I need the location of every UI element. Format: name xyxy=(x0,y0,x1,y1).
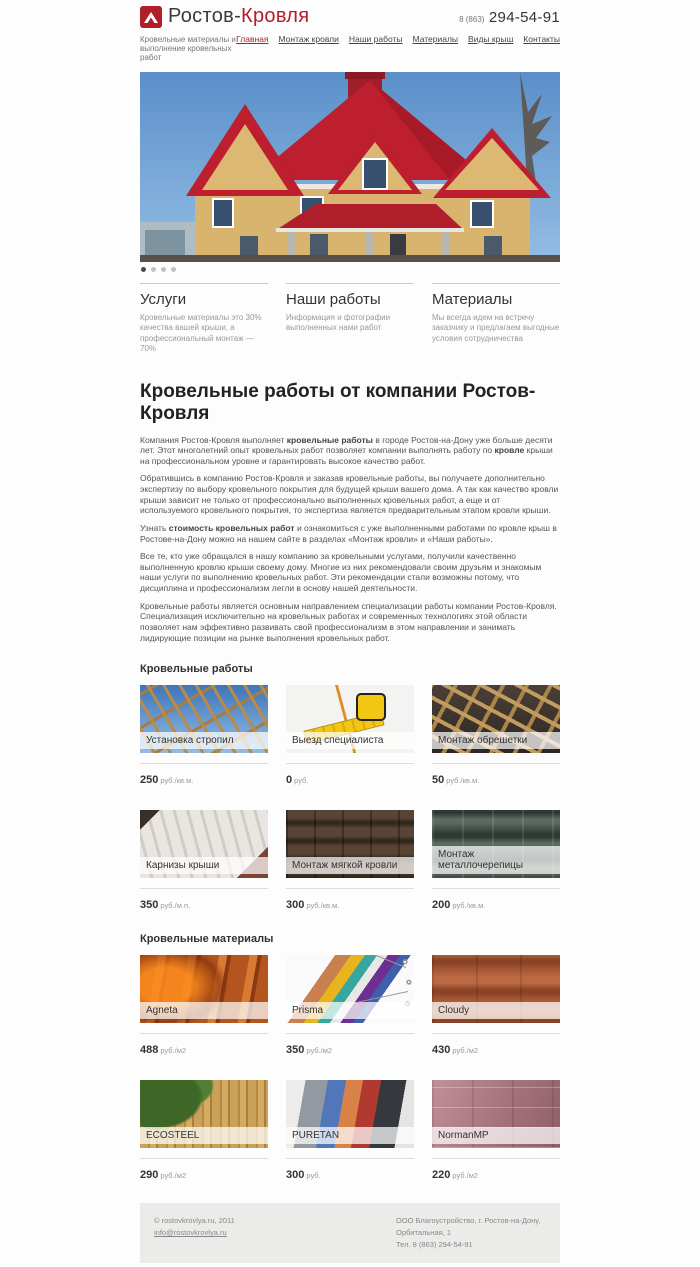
material-card-cloudy[interactable] xyxy=(432,955,560,1058)
header-phone xyxy=(459,9,560,27)
intro-paragraph: Все те, кто уже обращался в нашу компанию за кровельными услугами, получили качественно выполненную кровлю крыши своему дому. Многие из них рекомендовали своим друзьям и знакомым наши услуги по выполнению кровельных работ. Эти рекомендации стали возможны потому, что дисциплина и профессионализм легли в основу нашей деятельности. xyxy=(140,551,542,594)
footer-address: ООО Благоустройство, г. Ростов-на-Дону, Орбитальная, 1 xyxy=(396,1216,541,1238)
service-image[interactable] xyxy=(140,685,268,753)
nav-vidy-krysh[interactable]: Виды крыш xyxy=(468,34,514,44)
service-price: 350 руб./м.п. xyxy=(140,899,191,912)
slider-dot-1[interactable] xyxy=(141,267,146,272)
card-divider xyxy=(286,888,414,889)
feature-materialy xyxy=(432,283,560,355)
service-price: 200 руб./кв.м. xyxy=(432,899,486,912)
card-divider xyxy=(140,1158,268,1159)
site-title-dark: Ростов- xyxy=(168,5,242,27)
hero-slider-image xyxy=(140,72,560,262)
material-title[interactable]: NormanMP xyxy=(432,1127,560,1144)
service-price: 0 руб. xyxy=(286,774,309,787)
feature-title: Услуги xyxy=(140,291,187,308)
service-image[interactable] xyxy=(432,685,560,753)
services-heading: Кровельные работы xyxy=(140,663,253,676)
service-title[interactable]: Монтаж мягкой кровли xyxy=(286,857,414,874)
materials-grid xyxy=(140,955,560,1183)
service-title[interactable]: Карнизы крыши xyxy=(140,857,268,874)
card-divider xyxy=(140,888,268,889)
card-divider xyxy=(140,763,268,764)
nav-kontakty[interactable]: Контакты xyxy=(523,34,560,44)
material-card-normanmp[interactable] xyxy=(432,1080,560,1183)
card-divider xyxy=(286,763,414,764)
service-card-ustanovka-stropil[interactable] xyxy=(140,685,268,788)
material-image[interactable] xyxy=(286,1080,414,1148)
material-price: 488 руб./м2 xyxy=(140,1044,187,1057)
footer xyxy=(140,1203,560,1263)
feature-title: Наши работы xyxy=(286,291,381,308)
header xyxy=(140,5,560,28)
slider-dot-2[interactable] xyxy=(151,267,156,272)
site-title-red: Кровля xyxy=(241,5,310,27)
footer-copyright: © rostovkrovlya.ru, 2011 xyxy=(154,1216,235,1226)
material-card-agneta[interactable] xyxy=(140,955,268,1058)
service-title[interactable]: Монтаж обрешетки xyxy=(432,732,560,749)
material-price: 220 руб./м2 xyxy=(432,1169,479,1182)
service-image[interactable] xyxy=(286,685,414,753)
footer-email-link[interactable]: info@rostovkrovlya.ru xyxy=(154,1228,227,1238)
logo[interactable] xyxy=(140,5,309,28)
service-price: 250 руб./кв.м. xyxy=(140,774,194,787)
material-title[interactable]: Prisma xyxy=(286,1002,414,1019)
material-title[interactable]: Agneta xyxy=(140,1002,268,1019)
material-image[interactable] xyxy=(140,1080,268,1148)
phone-number: 294-54-91 xyxy=(488,9,560,26)
header-row2 xyxy=(140,34,560,62)
feature-text: Мы всегда идем на встречу заказчику и предлагаем выгодные условия сотрудничества xyxy=(432,313,560,343)
card-divider xyxy=(286,1033,414,1034)
service-card-karnizy-kryshi[interactable] xyxy=(140,810,268,913)
material-price: 430 руб./м2 xyxy=(432,1044,479,1057)
card-divider xyxy=(140,1033,268,1034)
nav-nashi-raboty[interactable]: Наши работы xyxy=(348,34,403,44)
nav-materialy[interactable]: Материалы xyxy=(412,34,459,44)
nav-glavnaya[interactable]: Главная xyxy=(236,34,269,44)
intro-text xyxy=(140,435,560,644)
service-card-vyezd-specialista[interactable] xyxy=(286,685,414,788)
card-divider xyxy=(432,1033,560,1034)
site-title xyxy=(168,5,309,28)
card-divider xyxy=(432,888,560,889)
material-price: 300 руб. xyxy=(286,1169,321,1182)
intro-paragraph: Кровельные работы является основным направлением специализации работы компании Ростов-Кровля. Специализация исключительно на кровельных работах и современных технологиях этой области позволяет нам эффективно развивать свой профессионализм в этом направлении и занимать лидирующие позиции на рынке выполнения кровельных работ. xyxy=(140,600,557,643)
page xyxy=(140,0,560,1263)
service-image[interactable] xyxy=(140,810,268,878)
material-title[interactable]: ECOSTEEL xyxy=(140,1127,268,1144)
material-image[interactable] xyxy=(140,955,268,1023)
service-title[interactable]: Установка стропил xyxy=(140,732,268,749)
material-title[interactable]: PURETAN xyxy=(286,1127,414,1144)
footer-phone: Тел. 8 (863) 294-54-91 xyxy=(396,1240,473,1250)
services-grid xyxy=(140,685,560,913)
service-card-montazh-obreshetki[interactable] xyxy=(432,685,560,788)
roof-logo-icon xyxy=(140,6,162,28)
main-nav xyxy=(236,34,560,44)
service-title[interactable]: Выезд специалиста xyxy=(286,732,414,749)
tagline: Кровельные материалы и выполнение кровельных работ xyxy=(140,35,236,62)
materials-heading: Кровельные материалы xyxy=(140,933,274,946)
footer-left xyxy=(154,1215,235,1251)
material-card-ecosteel[interactable] xyxy=(140,1080,268,1183)
material-image[interactable] xyxy=(432,955,560,1023)
service-card-metallocherepitsa[interactable] xyxy=(432,810,560,913)
phone-prefix: 8 (863) xyxy=(459,15,485,24)
feature-title: Материалы xyxy=(432,291,513,308)
card-divider xyxy=(286,1158,414,1159)
feature-uslugi xyxy=(140,283,268,355)
service-card-myagkaya-krovlya[interactable] xyxy=(286,810,414,913)
intro-paragraph: Обратившись в компанию Ростов-Кровля и заказав кровельные работы, вы получаете дополнительно экспертизу по выбору кровельного покрытия для будущей крыши вашего дома. А так как качество кровли крыши зависит не только от профессионально выполненных кровельных работ, а еще и от используемого кровельного покрытия, то экспертиза является предварительным этапом кровли крыши. xyxy=(140,473,559,516)
footer-right xyxy=(396,1215,546,1251)
nav-montazh-krovli[interactable]: Монтаж кровли xyxy=(278,34,339,44)
service-price: 300 руб./кв.м. xyxy=(286,899,340,912)
material-card-puretan[interactable] xyxy=(286,1080,414,1183)
service-title[interactable]: Монтаж металлочерепицы xyxy=(432,846,560,874)
intro-paragraph: Узнать стоимость кровельных работ и ознакомиться с уже выполненными работами по кровле крыш в Ростове-на-Дону можно на нашем сайте в разделах «Монтаж кровли» и «Наши работы». xyxy=(140,522,557,544)
card-divider xyxy=(432,763,560,764)
intro-paragraph: Компания Ростов-Кровля выполняет кровельные работы в городе Ростов-на-Дону уже больше десяти лет. Этот многолетний опыт кровельных работ позволяет компании выполнять работу по кровле крыши на профессиональном уровне и гарантировать высокое качество работ. xyxy=(140,434,553,466)
material-image[interactable] xyxy=(432,1080,560,1148)
slider-dot-4[interactable] xyxy=(171,267,176,272)
slider-dot-3[interactable] xyxy=(161,267,166,272)
material-title[interactable]: Cloudy xyxy=(432,1002,560,1019)
slider-pagination xyxy=(140,262,560,277)
service-price: 50 руб./кв.м. xyxy=(432,774,480,787)
service-image[interactable] xyxy=(286,810,414,878)
material-image[interactable] xyxy=(286,955,414,1023)
card-divider xyxy=(432,1158,560,1159)
page-title: Кровельные работы от компании Ростов-Кровля xyxy=(140,380,536,424)
material-price: 290 руб./м2 xyxy=(140,1169,187,1182)
feature-text: Кровельные материалы это 30% качества вашей крыши, а профессиональный монтаж — 70% xyxy=(140,313,262,354)
material-card-prisma[interactable] xyxy=(286,955,414,1058)
feature-nashi-raboty xyxy=(286,283,414,355)
feature-text: Информация и фотографии выполненных нами работ xyxy=(286,313,391,333)
material-price: 350 руб./м2 xyxy=(286,1044,333,1057)
service-image[interactable] xyxy=(432,810,560,878)
feature-columns xyxy=(140,283,560,355)
